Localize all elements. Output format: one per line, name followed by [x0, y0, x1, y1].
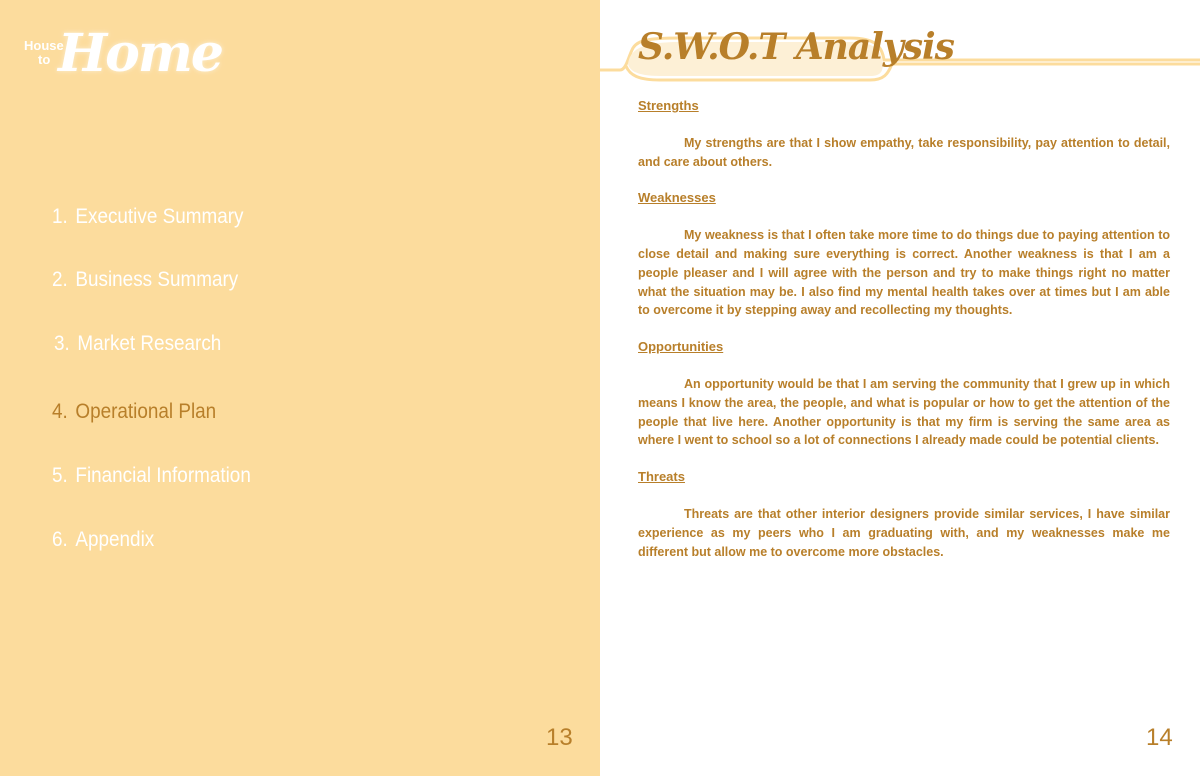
section-weaknesses [638, 189, 1170, 320]
section-opportunities [638, 338, 1170, 450]
toc-item-operational-plan[interactable] [52, 400, 216, 424]
house-to-home-logo [20, 22, 222, 102]
page-number-right: 14 [1146, 724, 1173, 751]
toc-item-market-research[interactable] [54, 332, 221, 356]
page-number-left: 13 [546, 724, 573, 751]
toc-item-business-summary[interactable] [52, 268, 238, 292]
section-heading: Opportunities [638, 339, 724, 355]
section-heading: Strengths [638, 98, 699, 113]
toc-item-financial-information[interactable] [52, 464, 251, 488]
section-strengths [638, 97, 1170, 171]
toc-number: 5. [52, 464, 68, 487]
section-heading: Threats [638, 469, 685, 485]
toc-item-appendix[interactable] [52, 528, 154, 552]
swot-content [638, 97, 1170, 579]
toc-label: Financial Information [75, 464, 251, 487]
section-body: Threats are that other interior designers provide similar services, I have similar experience as my peers who I am graduating with, and my weaknesses make me different but allow me to overcome more obstacles. [638, 506, 1170, 559]
section-heading: Weaknesses [638, 190, 716, 206]
logo-word-house: House [24, 38, 64, 53]
toc-number: 4. [52, 400, 68, 423]
toc-number: 6. [52, 528, 68, 551]
right-page [600, 0, 1200, 776]
toc-item-executive-summary[interactable] [52, 205, 243, 229]
toc-number: 3. [54, 332, 70, 355]
toc-label: Business Summary [75, 268, 239, 291]
toc-label: Appendix [75, 528, 155, 551]
section-body: An opportunity would be that I am serving the community that I grew up in which means I know the area, the people, and what is popular or how to get the attention of the people that live here. Another opportunity is that my firm is serving the same area as where I went to school so a lot of connections I already made could be potential clients. [638, 376, 1170, 448]
toc-number: 1. [52, 205, 68, 228]
section-body: My weakness is that I often take more time to do things due to paying attention to close detail and making sure everything is correct. Another weakness is that I am a people pleaser and I will agree with the person and try to make things right no matter what the situation may be. I also find my mental health takes over at times but I am able to overcome it by stepping away and recollecting my thoughts. [638, 228, 1170, 318]
page-title: S.W.O.T Analysis [638, 26, 954, 68]
logo-word-home: Home [58, 23, 222, 84]
section-threats [638, 468, 1170, 561]
toc-label: Executive Summary [75, 205, 244, 228]
section-body: My strengths are that I show empathy, take responsibility, pay attention to detail, and care about others. [638, 135, 1170, 169]
toc-label: Market Research [77, 332, 222, 355]
toc-number: 2. [52, 268, 68, 291]
logo-word-to: to [38, 52, 51, 67]
toc-label: Operational Plan [75, 400, 217, 423]
